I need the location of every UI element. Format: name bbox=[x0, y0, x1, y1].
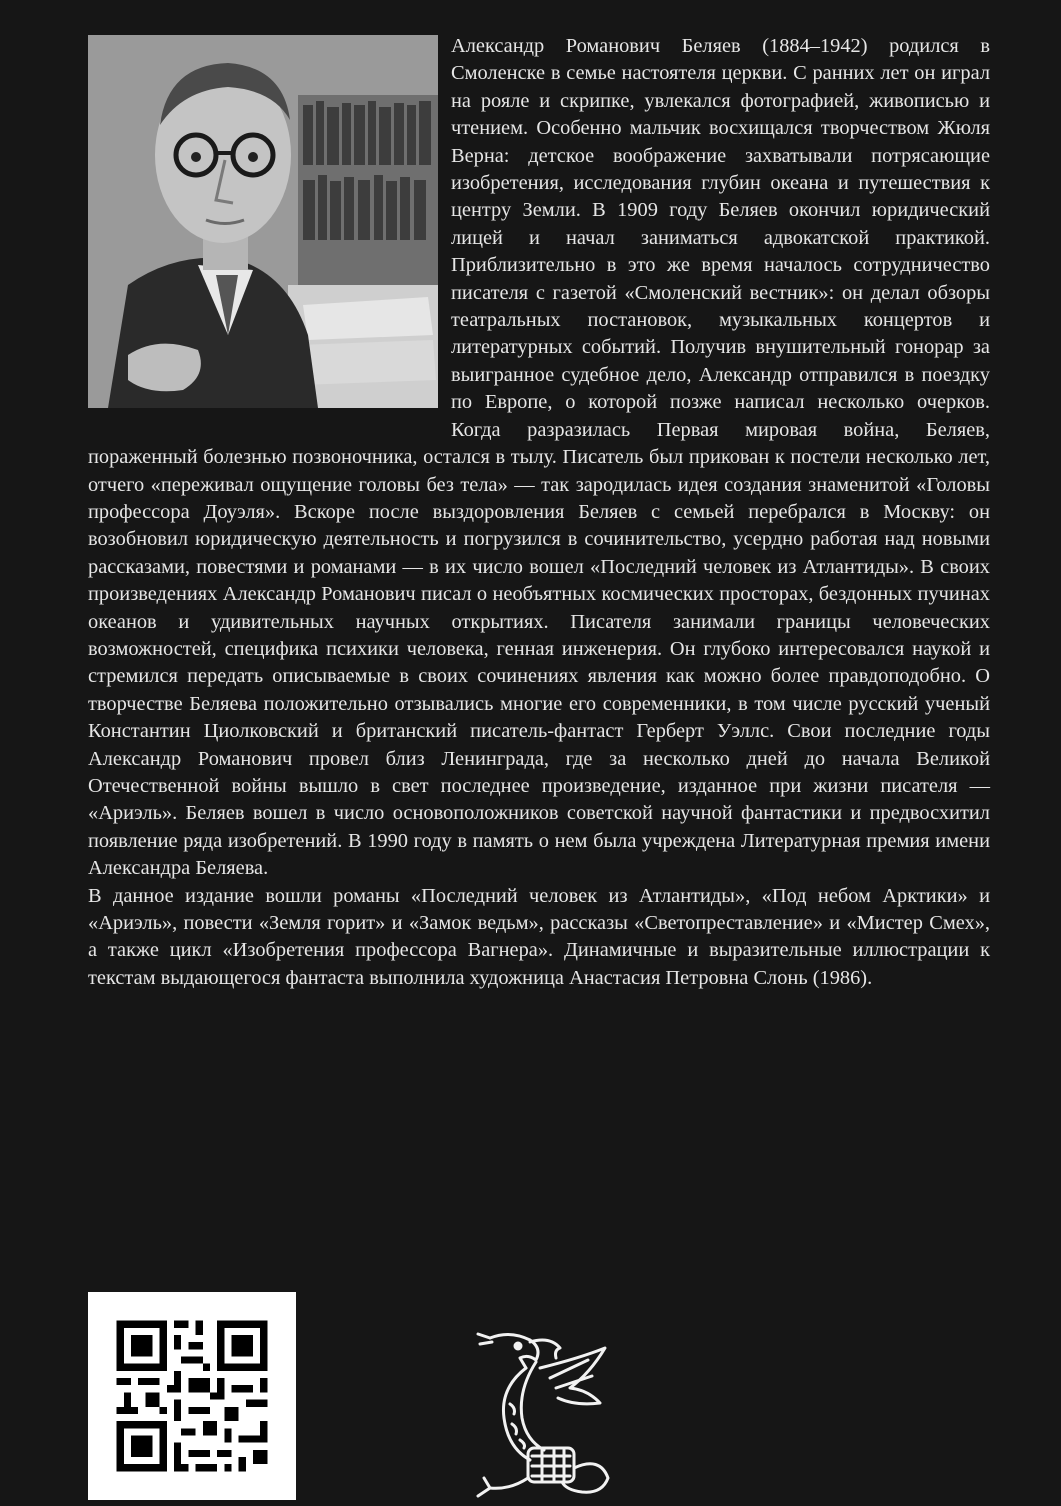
author-biography: Александр Романович Беляев (1884–1942) родился в Смоленске в семье настоятеля церкви. С ранних лет он играл на рояле и скрипке, увлекался фотографией, живописью и чтением. Особенно мальчик восхищался творчеством Жюля Верна: детское воображение захватывали потрясающие изобретения, исследования глубин океана и путешествия к центру Земли. В 1909 году Беляев окончил юридический лицей и начал заниматься адвокатской практикой. Приблизительно в это же время началось сотрудничество писателя с газетой «Смоленский вестник»: он делал обзоры театральных постановок, музыкальных концертов и литературных событий. Получив внушительный гонорар за выигранное судебное дело, Александр отправился в поездку по Европе, о которой позже написал несколько очерков. Когда разразилась Первая мировая война, Беляев, пораженный болезнью позвоночника, остался в тылу. Писатель был прикован к постели несколько лет, отчего «переживал ощущение головы без тела» — так зародилась идея создания знаменитой «Головы профессора Доуэля». Вскоре после выздоровления Беляев с семьей перебрался в Москву: он возобновил юридическую деятельность и погрузился в сочинительство, усердно работая над новыми рассказами, повестями и романами — в их число вошел «Последний человек из Атлантиды». В своих произведениях Александр Романович писал о необъятных космических просторах, бездонных пучинах океанов и удивительных научных открытиях. Писателя занимали границы человеческих возможностей, специфика психики человека, генная инженерия. Он глубоко интересовался наукой и стремился передать описываемые в своих сочинениях явления как можно более правдоподобно. О творчестве Беляева положительно отзывались многие его современники, в том числе русский ученый Константин Циолковский и британский писатель-фантаст Герберт Уэллс. Свои последние годы Александр Романович провел близ Ленинграда, где за несколько дней до начала Великой Отечественной войны вышло в свет последнее произведение, изданное при жизни писателя — «Ариэль». Беляев вошел в число основоположников советской научной фантастики и предвосхитил появление ряда изобретений. В 1990 году в память о нем была учреждена Литературная премия имени Александра Беляева. bbox=[88, 35, 990, 880]
qr-code-icon[interactable] bbox=[88, 1292, 296, 1500]
back-cover-text bbox=[88, 33, 990, 992]
edition-description: В данное издание вошли романы «Последний человек из Атлантиды», «Под небом Арктики» и «Ариэль», повести «Земля горит» и «Замок ведьм», рассказы «Светопреставление» и «Мистер Смех», а также цикл «Изобретения профессора Вагнера». Динамичные и выразительные иллюстрации к текстам выдающегося фантаста выполнила художница Анастасия Петровна Слонь (1986). bbox=[88, 884, 990, 989]
dragon-logo-icon bbox=[470, 1328, 620, 1500]
